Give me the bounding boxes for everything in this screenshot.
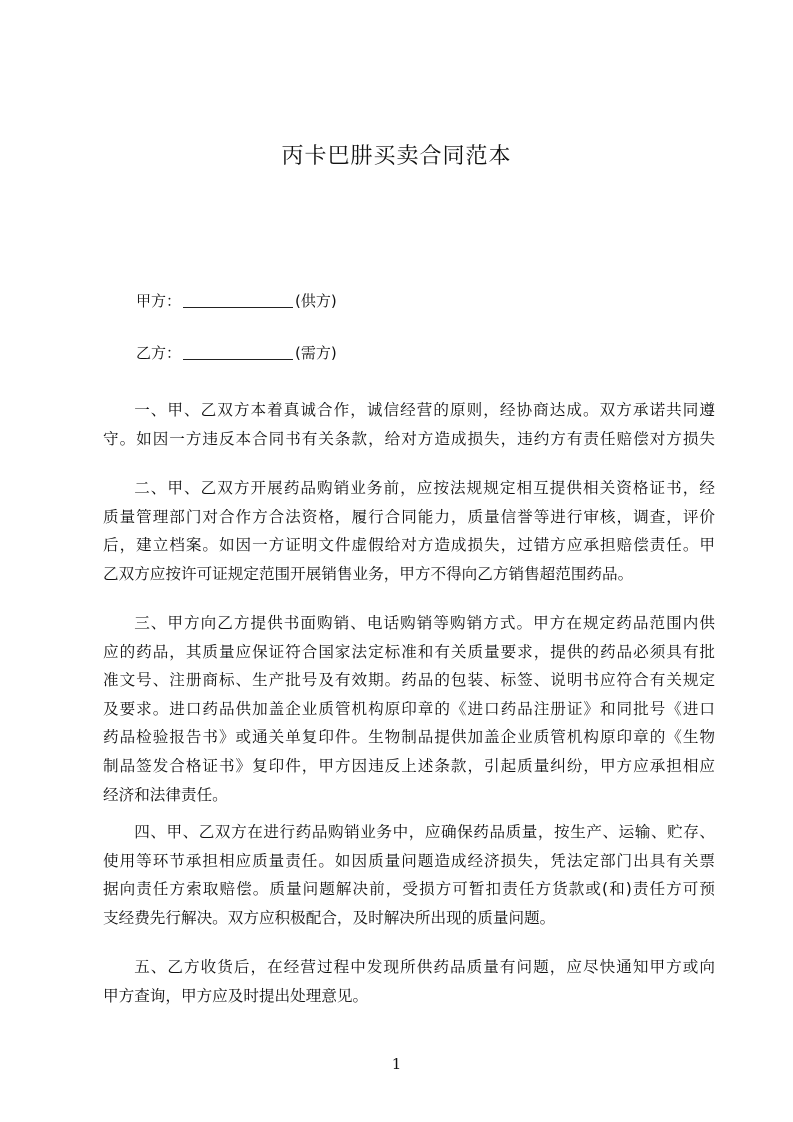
clause-3-line: 三、甲方向乙方提供书面购销、电话购销等购销方式。甲方在规定药品范围内供 xyxy=(134,614,715,632)
clause-4 xyxy=(103,818,715,932)
clause-4-line: 支经费先行解决。双方应积极配合，及时解决所出现的质量问题。 xyxy=(103,908,556,927)
clause-4-line: 据向责任方索取赔偿。质量问题解决前，受损方可暂扣责任方货款或(和)责任方可预 xyxy=(103,880,715,899)
clause-4-line: 使用等环节承担相应质量责任。如因质量问题造成经济损失，凭法定部门出具有关票 xyxy=(103,851,715,870)
clause-3-line: 制品签发合格证书》复印件，甲方因违反上述条款，引起质量纠纷，甲方应承担相应 xyxy=(103,756,715,775)
clause-2 xyxy=(103,474,715,588)
clause-3-line: 应的药品，其质量应保证符合国家法定标准和有关质量要求，提供的药品必须具有批 xyxy=(103,642,715,661)
party-a-line xyxy=(136,290,337,312)
clause-1 xyxy=(103,396,715,453)
clause-3-line: 准文号、注册商标、生产批号及有效期。药品的包装、标签、说明书应符合有关规定 xyxy=(103,671,715,690)
party-b-role: (需方) xyxy=(295,344,337,362)
clause-2-line: 后，建立档案。如因一方证明文件虚假给对方造成损失，过错方应承担赔偿责任。甲 xyxy=(103,536,715,555)
clause-3-line: 经济和法律责任。 xyxy=(103,785,228,804)
party-b-blank xyxy=(183,345,293,360)
party-a-blank xyxy=(183,293,293,308)
clause-1-line: 守。如因一方违反本合同书有关条款，给对方造成损失，违约方有责任赔偿对方损失 xyxy=(103,429,715,448)
party-b-line xyxy=(136,342,337,364)
clause-5 xyxy=(103,953,715,1010)
party-b-label: 乙方： xyxy=(136,344,182,362)
clause-3-line: 及要求。进口药品供加盖企业质管机构原印章的《进口药品注册证》和同批号《进口 xyxy=(103,699,715,718)
clause-5-line: 五、乙方收货后，在经营过程中发现所供药品质量有问题，应尽快通知甲方或向 xyxy=(134,958,715,976)
clause-2-line: 乙双方应按许可证规定范围开展销售业务，甲方不得向乙方销售超范围药品。 xyxy=(103,564,634,583)
document-title: 丙卡巴肼买卖合同范本 xyxy=(281,144,512,169)
clause-2-line: 质量管理部门对合作方合法资格，履行合同能力，质量信誉等进行审核，调查，评价 xyxy=(103,507,715,526)
page-number: 1 xyxy=(391,1055,402,1073)
party-a-role: (供方) xyxy=(295,292,337,310)
clause-1-line: 一、甲、乙双方本着真诚合作，诚信经营的原则，经协商达成。双方承诺共同遵 xyxy=(134,401,715,419)
clause-2-line: 二、甲、乙双方开展药品购销业务前，应按法规规定相互提供相关资格证书，经 xyxy=(134,479,715,497)
clause-3 xyxy=(103,609,715,809)
clause-4-line: 四、甲、乙双方在进行药品购销业务中，应确保药品质量，按生产、运输、贮存、 xyxy=(134,823,715,841)
clause-5-line: 甲方查询，甲方应及时提出处理意见。 xyxy=(103,986,369,1005)
clause-3-line: 药品检验报告书》或通关单复印件。生物制品提供加盖企业质管机构原印章的《生物 xyxy=(103,728,715,747)
party-a-label: 甲方： xyxy=(136,292,182,310)
